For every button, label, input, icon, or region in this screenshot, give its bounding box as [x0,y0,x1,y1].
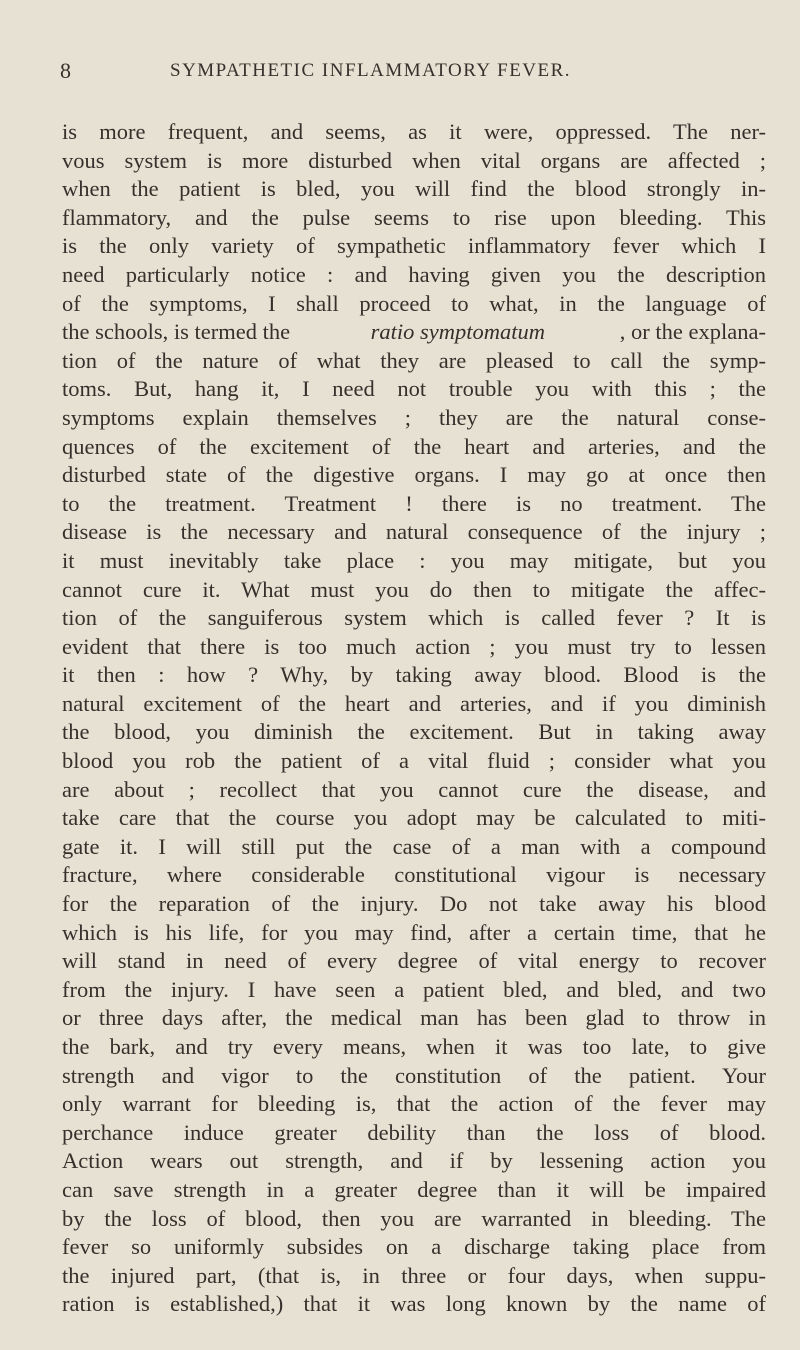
text-line: tion of the nature of what they are pleased to call the symp- [62,347,766,373]
text-line: disease is the necessary and natural consequence of the injury ; [62,519,766,545]
text-line: which is his life, for you may find, after a certain time, that he [62,919,766,945]
text-line: from the injury. I have seen a patient bled, and bled, and two [62,976,766,1002]
text-line: the blood, you diminish the excitement. But in taking away [62,719,766,745]
text-line: ration is established,) that it was long known by the name of [62,1291,766,1317]
text-line: perchance induce greater debility than the loss of blood. [62,1119,766,1145]
text-line: the bark, and try every means, when it was too late, to give [62,1034,766,1059]
text-line: only warrant for bleeding is, that the action of the fever may [62,1091,766,1117]
text-line: when the patient is bled, you will find the blood strongly in- [62,176,766,202]
text-line: fracture, where considerable constitutional vigour is necessary [62,862,766,888]
text-line: quences of the excitement of the heart and arteries, and the [62,433,766,459]
text-line: cannot cure it. What must you do then to mitigate the affec- [62,576,766,602]
text-line: of the symptoms, I shall proceed to what, in the language of [62,290,766,316]
italic-phrase: ratio symptomatum [370,319,545,345]
page-header [60,58,760,88]
text-line: take care that the course you adopt may be calculated to miti- [62,805,766,831]
text-line: blood you rob the patient of a vital fluid ; consider what you [62,748,766,774]
text-line: fever so uniformly subsides on a discharge taking place from [62,1234,766,1260]
text-line: is the only variety of sympathetic inflammatory fever which I [62,233,766,259]
text-line: or three days after, the medical man has been glad to throw in [62,1005,766,1031]
text-line: by the loss of blood, then you are warranted in bleeding. The [62,1205,766,1231]
text-line: it must inevitably take place : you may mitigate, but you [62,547,766,573]
text-line: need particularly notice : and having given you the description [62,261,766,287]
text-line: disturbed state of the digestive organs. I may go at once then [62,462,766,488]
page-number: 8 [60,58,73,83]
text-segment: , or the explana- [619,319,766,345]
text-line: symptoms explain themselves ; they are the natural conse- [62,404,766,430]
text-line: is more frequent, and seems, as it were, oppressed. The ner- [62,119,766,144]
text-line: for the reparation of the injury. Do not take away his blood [62,891,766,917]
text-line: Action wears out strength, and if by lessening action you [62,1148,766,1174]
text-line: toms. But, hang it, I need not trouble you with this ; the [62,376,766,402]
text-line: the injured part, (that is, in three or four days, when suppu- [62,1262,766,1288]
running-title: SYMPATHETIC INFLAMMATORY FEVER. [170,60,572,81]
text-line [62,318,766,347]
text-line: it then : how ? Why, by taking away blood. Blood is the [62,662,766,688]
text-line: vous system is more disturbed when vital organs are affected ; [62,147,766,173]
text-line: to the treatment. Treatment ! there is no treatment. The [62,490,766,516]
text-line: evident that there is too much action ; you must try to lessen [62,633,766,659]
text-line: strength and vigor to the constitution of the patient. Your [62,1062,766,1088]
text-line: will stand in need of every degree of vital energy to recover [62,948,766,974]
body-text [62,118,766,1319]
text-line: gate it. I will still put the case of a man with a compound [62,833,766,859]
text-line: are about ; recollect that you cannot cure the disease, and [62,776,766,802]
text-line: can save strength in a greater degree than it will be impaired [62,1176,766,1202]
text-line: tion of the sanguiferous system which is called fever ? It is [62,605,766,631]
text-line: flammatory, and the pulse seems to rise upon bleeding. This [62,204,766,230]
text-line: natural excitement of the heart and arteries, and if you diminish [62,690,766,716]
text-segment: the schools, is termed the [62,319,296,345]
